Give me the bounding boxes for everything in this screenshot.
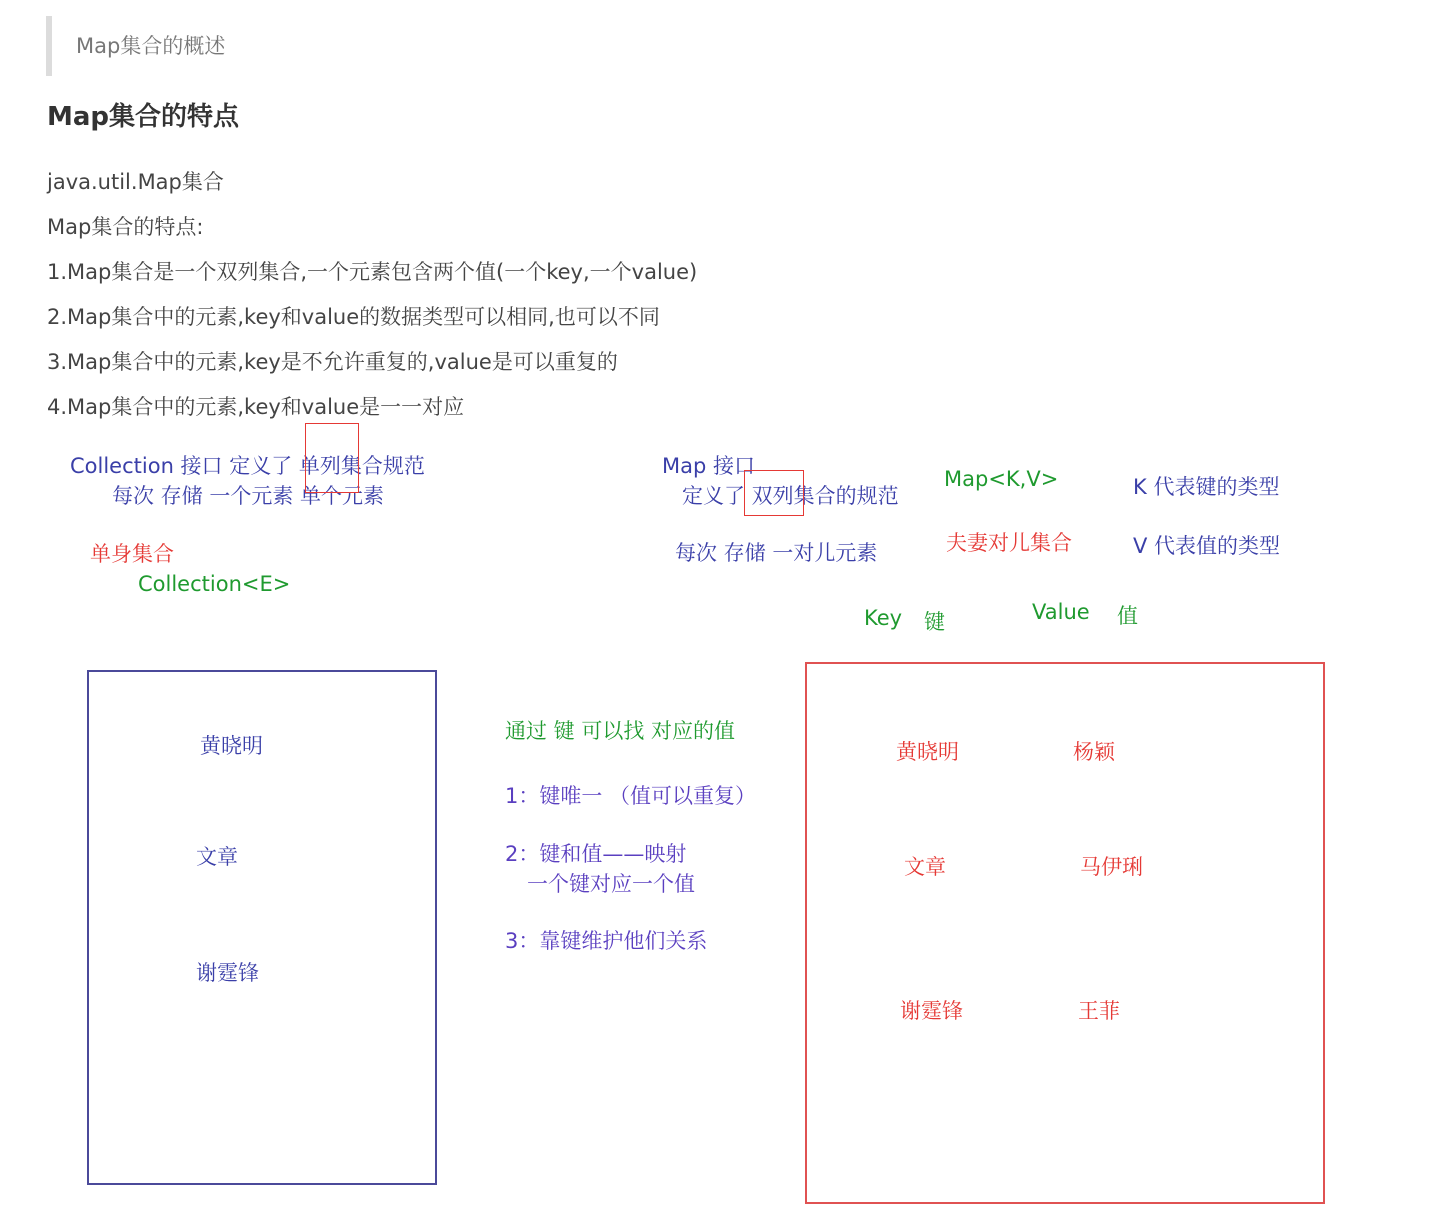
map-key: 黄晓明 (896, 740, 959, 764)
map-line2: 定义了 双列集合的规范 (682, 484, 899, 508)
map-line1: Map 接口 (662, 454, 755, 478)
collection-element: 黄晓明 (200, 734, 263, 758)
paragraph: java.util.Map集合 (47, 170, 224, 194)
collection-line2: 每次 存储 一个元素 单个元素 (112, 484, 385, 508)
notes-title: 通过 键 可以找 对应的值 (505, 719, 736, 743)
value-label: Value (1032, 600, 1090, 624)
map-value: 马伊琍 (1080, 855, 1143, 879)
collection-element: 文章 (196, 845, 238, 869)
map-key: 文章 (904, 855, 946, 879)
collection-element: 谢霆锋 (196, 961, 259, 985)
note-3: 3：靠键维护他们关系 (505, 929, 708, 953)
paragraph: 4.Map集合中的元素,key和value是一一对应 (47, 395, 465, 419)
map-line3: 每次 存储 一对儿元素 (675, 541, 878, 565)
k-description: K 代表键的类型 (1133, 475, 1280, 499)
note-2b: 一个键对应一个值 (527, 872, 695, 896)
map-set-box (805, 662, 1325, 1204)
paragraph: 1.Map集合是一个双列集合,一个元素包含两个值(一个key,一个value) (47, 260, 698, 284)
section-heading: Map集合的特点 (47, 102, 240, 132)
quote-text: Map集合的概述 (76, 34, 226, 58)
key-cn-label: 键 (924, 610, 945, 634)
highlight-box (305, 423, 359, 493)
map-generic: Map<K,V> (944, 467, 1059, 491)
paragraph: 3.Map集合中的元素,key是不允许重复的,value是可以重复的 (47, 350, 618, 374)
single-collection-label: 单身集合 (90, 542, 174, 566)
note-1: 1：键唯一 （值可以重复） (505, 784, 757, 808)
value-cn-label: 值 (1117, 604, 1138, 628)
couple-collection-label: 夫妻对儿集合 (946, 531, 1072, 555)
key-label: Key (864, 606, 903, 630)
collection-line1: Collection 接口 定义了 单列集合规范 (70, 454, 425, 478)
map-key: 谢霆锋 (900, 999, 963, 1023)
map-value: 王菲 (1078, 999, 1120, 1023)
blockquote (46, 16, 752, 76)
v-description: V 代表值的类型 (1133, 534, 1281, 558)
paragraph: 2.Map集合中的元素,key和value的数据类型可以相同,也可以不同 (47, 305, 660, 329)
note-2a: 2：键和值——映射 (505, 842, 687, 866)
paragraph: Map集合的特点: (47, 215, 204, 239)
map-value: 杨颖 (1073, 740, 1115, 764)
map-concept-figure (0, 420, 1440, 1213)
highlight-box (744, 470, 804, 516)
collection-generic: Collection<E> (138, 572, 291, 596)
